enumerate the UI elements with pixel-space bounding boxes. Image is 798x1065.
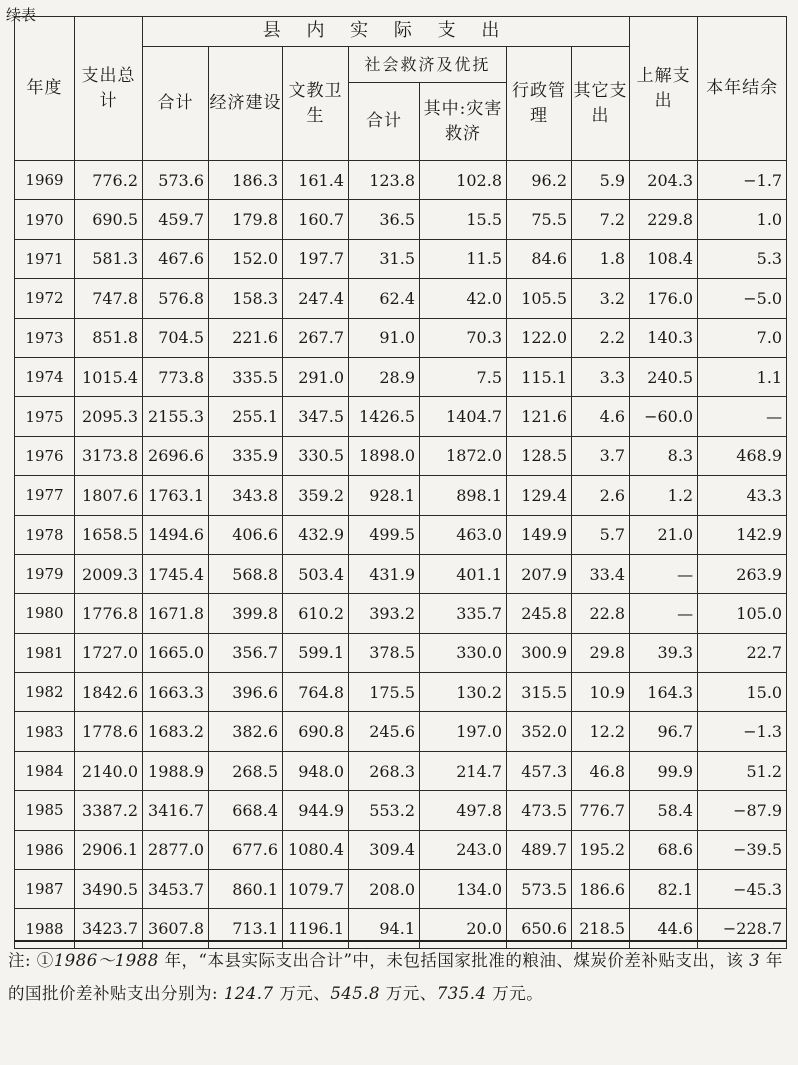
table-row [15, 870, 787, 909]
cell-admin: 315.5 [507, 673, 572, 712]
note-value-3: 735.4 [436, 984, 487, 1003]
cell-total: 1776.8 [75, 594, 143, 633]
cell-econ: 399.8 [209, 594, 283, 633]
cell-surplus: 105.0 [698, 594, 787, 633]
cell-year: 1983 [15, 712, 75, 751]
cell-surplus: −45.3 [698, 870, 787, 909]
cell-year: 1981 [15, 633, 75, 672]
cell-culture: 944.9 [283, 791, 349, 830]
header-subtotal: 合计 [143, 47, 209, 161]
cell-econ: 356.7 [209, 633, 283, 672]
note-unit-3: 万元。 [486, 984, 544, 1003]
cell-other: 195.2 [572, 830, 630, 869]
table-row [15, 436, 787, 475]
cell-total: 690.5 [75, 200, 143, 239]
cell-admin: 128.5 [507, 436, 572, 475]
cell-admin: 352.0 [507, 712, 572, 751]
cell-admin: 300.9 [507, 633, 572, 672]
table-row [15, 751, 787, 790]
header-total: 支出总计 [75, 17, 143, 161]
cell-total: 1778.6 [75, 712, 143, 751]
table-row [15, 476, 787, 515]
cell-culture: 503.4 [283, 554, 349, 593]
cell-culture: 161.4 [283, 161, 349, 200]
cell-other: 218.5 [572, 909, 630, 948]
cell-year: 1970 [15, 200, 75, 239]
cell-other: 3.7 [572, 436, 630, 475]
cell-culture: 330.5 [283, 436, 349, 475]
cell-disaster: 898.1 [420, 476, 507, 515]
table-row [15, 397, 787, 436]
cell-year: 1973 [15, 318, 75, 357]
cell-other: 2.2 [572, 318, 630, 357]
cell-total: 1015.4 [75, 357, 143, 396]
cell-surplus: 263.9 [698, 554, 787, 593]
table-row [15, 830, 787, 869]
header-remit: 上解支出 [630, 17, 698, 161]
cell-subtotal: 773.8 [143, 357, 209, 396]
cell-year: 1979 [15, 554, 75, 593]
table-row [15, 279, 787, 318]
cell-subtotal: 2696.6 [143, 436, 209, 475]
header-county-actual: 县 内 实 际 支 出 [143, 17, 630, 47]
cell-culture: 948.0 [283, 751, 349, 790]
cell-surplus: — [698, 397, 787, 436]
cell-admin: 96.2 [507, 161, 572, 200]
cell-subtotal: 1988.9 [143, 751, 209, 790]
cell-subtotal: 1683.2 [143, 712, 209, 751]
cell-disaster: 243.0 [420, 830, 507, 869]
cell-culture: 690.8 [283, 712, 349, 751]
cell-surplus: 15.0 [698, 673, 787, 712]
cell-surplus: −5.0 [698, 279, 787, 318]
cell-surplus: 142.9 [698, 515, 787, 554]
cell-admin: 245.8 [507, 594, 572, 633]
table-row [15, 318, 787, 357]
cell-surplus: 468.9 [698, 436, 787, 475]
cell-subtotal: 1663.3 [143, 673, 209, 712]
cell-other: 1.8 [572, 239, 630, 278]
cell-remit: — [630, 594, 698, 633]
cell-remit: 96.7 [630, 712, 698, 751]
cell-total: 851.8 [75, 318, 143, 357]
cell-other: 10.9 [572, 673, 630, 712]
cell-surplus: 5.3 [698, 239, 787, 278]
cell-disaster: 197.0 [420, 712, 507, 751]
cell-econ: 268.5 [209, 751, 283, 790]
table-row [15, 594, 787, 633]
cell-econ: 158.3 [209, 279, 283, 318]
header-year: 年度 [15, 17, 75, 161]
continuation-label: 续表 [6, 6, 37, 24]
cell-subtotal: 459.7 [143, 200, 209, 239]
cell-year: 1969 [15, 161, 75, 200]
cell-econ: 382.6 [209, 712, 283, 751]
cell-remit: 68.6 [630, 830, 698, 869]
cell-surplus: −1.3 [698, 712, 787, 751]
cell-culture: 764.8 [283, 673, 349, 712]
cell-social: 208.0 [349, 870, 420, 909]
cell-disaster: 42.0 [420, 279, 507, 318]
cell-social: 928.1 [349, 476, 420, 515]
cell-other: 2.6 [572, 476, 630, 515]
cell-culture: 610.2 [283, 594, 349, 633]
cell-subtotal: 1671.8 [143, 594, 209, 633]
cell-admin: 129.4 [507, 476, 572, 515]
table-row [15, 357, 787, 396]
header-social-subtotal: 合计 [349, 83, 420, 161]
note-prefix: 注: ① [8, 951, 54, 970]
cell-econ: 396.6 [209, 673, 283, 712]
cell-total: 2095.3 [75, 397, 143, 436]
cell-surplus: −228.7 [698, 909, 787, 948]
cell-surplus: 1.0 [698, 200, 787, 239]
cell-other: 776.7 [572, 791, 630, 830]
cell-surplus: 1.1 [698, 357, 787, 396]
header-culture: 文教卫生 [283, 47, 349, 161]
cell-remit: 229.8 [630, 200, 698, 239]
cell-remit: 58.4 [630, 791, 698, 830]
cell-year: 1976 [15, 436, 75, 475]
cell-social: 553.2 [349, 791, 420, 830]
cell-disaster: 102.8 [420, 161, 507, 200]
cell-econ: 335.9 [209, 436, 283, 475]
table-row [15, 633, 787, 672]
cell-social: 123.8 [349, 161, 420, 200]
note-years: 1986～1988 [53, 951, 159, 970]
header-other: 其它支出 [572, 47, 630, 161]
table-row [15, 673, 787, 712]
cell-disaster: 134.0 [420, 870, 507, 909]
cell-subtotal: 3607.8 [143, 909, 209, 948]
cell-total: 1658.5 [75, 515, 143, 554]
cell-admin: 149.9 [507, 515, 572, 554]
cell-remit: 82.1 [630, 870, 698, 909]
header-admin: 行政管理 [507, 47, 572, 161]
cell-culture: 197.7 [283, 239, 349, 278]
cell-subtotal: 467.6 [143, 239, 209, 278]
cell-year: 1985 [15, 791, 75, 830]
header-social: 社会救济及优抚 [349, 47, 507, 83]
cell-social: 378.5 [349, 633, 420, 672]
cell-other: 46.8 [572, 751, 630, 790]
cell-econ: 255.1 [209, 397, 283, 436]
cell-year: 1982 [15, 673, 75, 712]
cell-other: 3.2 [572, 279, 630, 318]
cell-disaster: 15.5 [420, 200, 507, 239]
cell-remit: 1.2 [630, 476, 698, 515]
cell-admin: 457.3 [507, 751, 572, 790]
cell-total: 2906.1 [75, 830, 143, 869]
cell-culture: 247.4 [283, 279, 349, 318]
cell-culture: 291.0 [283, 357, 349, 396]
cell-disaster: 401.1 [420, 554, 507, 593]
cell-admin: 573.5 [507, 870, 572, 909]
cell-year: 1972 [15, 279, 75, 318]
cell-econ: 406.6 [209, 515, 283, 554]
cell-econ: 186.3 [209, 161, 283, 200]
cell-surplus: 22.7 [698, 633, 787, 672]
cell-surplus: −87.9 [698, 791, 787, 830]
cell-other: 12.2 [572, 712, 630, 751]
cell-culture: 1196.1 [283, 909, 349, 948]
table-row [15, 712, 787, 751]
cell-year: 1978 [15, 515, 75, 554]
cell-surplus: 7.0 [698, 318, 787, 357]
cell-other: 22.8 [572, 594, 630, 633]
table-row [15, 200, 787, 239]
cell-year: 1987 [15, 870, 75, 909]
cell-remit: 8.3 [630, 436, 698, 475]
cell-surplus: 51.2 [698, 751, 787, 790]
cell-culture: 1079.7 [283, 870, 349, 909]
cell-disaster: 330.0 [420, 633, 507, 672]
cell-remit: 176.0 [630, 279, 698, 318]
cell-other: 4.6 [572, 397, 630, 436]
cell-year: 1980 [15, 594, 75, 633]
cell-admin: 75.5 [507, 200, 572, 239]
cell-admin: 115.1 [507, 357, 572, 396]
cell-econ: 152.0 [209, 239, 283, 278]
cell-surplus: −1.7 [698, 161, 787, 200]
cell-total: 3387.2 [75, 791, 143, 830]
cell-disaster: 11.5 [420, 239, 507, 278]
header-disaster: 其中:灾害救济 [420, 83, 507, 161]
cell-surplus: 43.3 [698, 476, 787, 515]
cell-econ: 713.1 [209, 909, 283, 948]
cell-year: 1984 [15, 751, 75, 790]
cell-culture: 160.7 [283, 200, 349, 239]
cell-econ: 568.8 [209, 554, 283, 593]
cell-other: 3.3 [572, 357, 630, 396]
cell-social: 393.2 [349, 594, 420, 633]
cell-subtotal: 1745.4 [143, 554, 209, 593]
cell-econ: 343.8 [209, 476, 283, 515]
cell-total: 1842.6 [75, 673, 143, 712]
cell-other: 33.4 [572, 554, 630, 593]
cell-culture: 599.1 [283, 633, 349, 672]
cell-total: 1727.0 [75, 633, 143, 672]
note-part2: 年的国批价差补贴支出分别为: [8, 951, 783, 1003]
cell-year: 1988 [15, 909, 75, 948]
cell-remit: 21.0 [630, 515, 698, 554]
cell-total: 3173.8 [75, 436, 143, 475]
cell-subtotal: 1763.1 [143, 476, 209, 515]
cell-remit: 108.4 [630, 239, 698, 278]
table-row [15, 791, 787, 830]
cell-total: 581.3 [75, 239, 143, 278]
cell-remit: 39.3 [630, 633, 698, 672]
cell-disaster: 214.7 [420, 751, 507, 790]
cell-admin: 207.9 [507, 554, 572, 593]
cell-other: 29.8 [572, 633, 630, 672]
cell-admin: 105.5 [507, 279, 572, 318]
cell-disaster: 497.8 [420, 791, 507, 830]
cell-total: 3423.7 [75, 909, 143, 948]
cell-disaster: 20.0 [420, 909, 507, 948]
cell-culture: 432.9 [283, 515, 349, 554]
note-count: 3 [749, 951, 761, 970]
cell-remit: 164.3 [630, 673, 698, 712]
cell-econ: 221.6 [209, 318, 283, 357]
cell-subtotal: 3453.7 [143, 870, 209, 909]
cell-social: 94.1 [349, 909, 420, 948]
cell-remit: — [630, 554, 698, 593]
cell-total: 2009.3 [75, 554, 143, 593]
cell-total: 1807.6 [75, 476, 143, 515]
cell-year: 1975 [15, 397, 75, 436]
cell-disaster: 130.2 [420, 673, 507, 712]
cell-subtotal: 2155.3 [143, 397, 209, 436]
cell-social: 31.5 [349, 239, 420, 278]
table-note [8, 944, 792, 1010]
cell-social: 1898.0 [349, 436, 420, 475]
cell-culture: 359.2 [283, 476, 349, 515]
header-surplus: 本年结余 [698, 17, 787, 161]
cell-subtotal: 704.5 [143, 318, 209, 357]
cell-year: 1971 [15, 239, 75, 278]
cell-econ: 179.8 [209, 200, 283, 239]
cell-subtotal: 573.6 [143, 161, 209, 200]
cell-subtotal: 3416.7 [143, 791, 209, 830]
cell-remit: −60.0 [630, 397, 698, 436]
cell-other: 186.6 [572, 870, 630, 909]
cell-social: 499.5 [349, 515, 420, 554]
cell-social: 91.0 [349, 318, 420, 357]
cell-admin: 650.6 [507, 909, 572, 948]
cell-social: 36.5 [349, 200, 420, 239]
cell-total: 2140.0 [75, 751, 143, 790]
cell-disaster: 1404.7 [420, 397, 507, 436]
table-row [15, 239, 787, 278]
cell-social: 1426.5 [349, 397, 420, 436]
cell-subtotal: 2877.0 [143, 830, 209, 869]
cell-social: 431.9 [349, 554, 420, 593]
cell-remit: 204.3 [630, 161, 698, 200]
cell-subtotal: 1494.6 [143, 515, 209, 554]
cell-social: 28.9 [349, 357, 420, 396]
cell-culture: 1080.4 [283, 830, 349, 869]
cell-admin: 121.6 [507, 397, 572, 436]
cell-remit: 44.6 [630, 909, 698, 948]
cell-admin: 122.0 [507, 318, 572, 357]
cell-social: 62.4 [349, 279, 420, 318]
cell-surplus: −39.5 [698, 830, 787, 869]
cell-econ: 668.4 [209, 791, 283, 830]
cell-total: 3490.5 [75, 870, 143, 909]
cell-subtotal: 1665.0 [143, 633, 209, 672]
cell-social: 245.6 [349, 712, 420, 751]
cell-remit: 240.5 [630, 357, 698, 396]
cell-other: 7.2 [572, 200, 630, 239]
cell-disaster: 70.3 [420, 318, 507, 357]
note-unit-2: 万元、 [380, 984, 437, 1003]
table-bottom-rule [14, 940, 786, 942]
cell-social: 268.3 [349, 751, 420, 790]
cell-remit: 99.9 [630, 751, 698, 790]
header-economic: 经济建设 [209, 47, 283, 161]
cell-remit: 140.3 [630, 318, 698, 357]
cell-other: 5.7 [572, 515, 630, 554]
cell-year: 1977 [15, 476, 75, 515]
cell-disaster: 463.0 [420, 515, 507, 554]
table-row [15, 554, 787, 593]
table-row [15, 161, 787, 200]
cell-year: 1986 [15, 830, 75, 869]
cell-admin: 473.5 [507, 791, 572, 830]
cell-disaster: 1872.0 [420, 436, 507, 475]
cell-social: 175.5 [349, 673, 420, 712]
cell-culture: 347.5 [283, 397, 349, 436]
cell-econ: 860.1 [209, 870, 283, 909]
cell-culture: 267.7 [283, 318, 349, 357]
cell-admin: 84.6 [507, 239, 572, 278]
cell-econ: 335.5 [209, 357, 283, 396]
cell-econ: 677.6 [209, 830, 283, 869]
note-value-2: 545.8 [330, 984, 381, 1003]
cell-total: 747.8 [75, 279, 143, 318]
cell-admin: 489.7 [507, 830, 572, 869]
cell-other: 5.9 [572, 161, 630, 200]
cell-disaster: 335.7 [420, 594, 507, 633]
cell-subtotal: 576.8 [143, 279, 209, 318]
table-row [15, 909, 787, 948]
cell-total: 776.2 [75, 161, 143, 200]
table-row [15, 515, 787, 554]
note-unit-1: 万元、 [273, 984, 331, 1003]
cell-social: 309.4 [349, 830, 420, 869]
cell-disaster: 7.5 [420, 357, 507, 396]
cell-year: 1974 [15, 357, 75, 396]
expenditure-table [14, 16, 787, 949]
note-part1: 年，“本县实际支出合计”中，未包括国家批准的粮油、煤炭价差补贴支出，该 [158, 951, 750, 970]
note-value-1: 124.7 [223, 984, 274, 1003]
